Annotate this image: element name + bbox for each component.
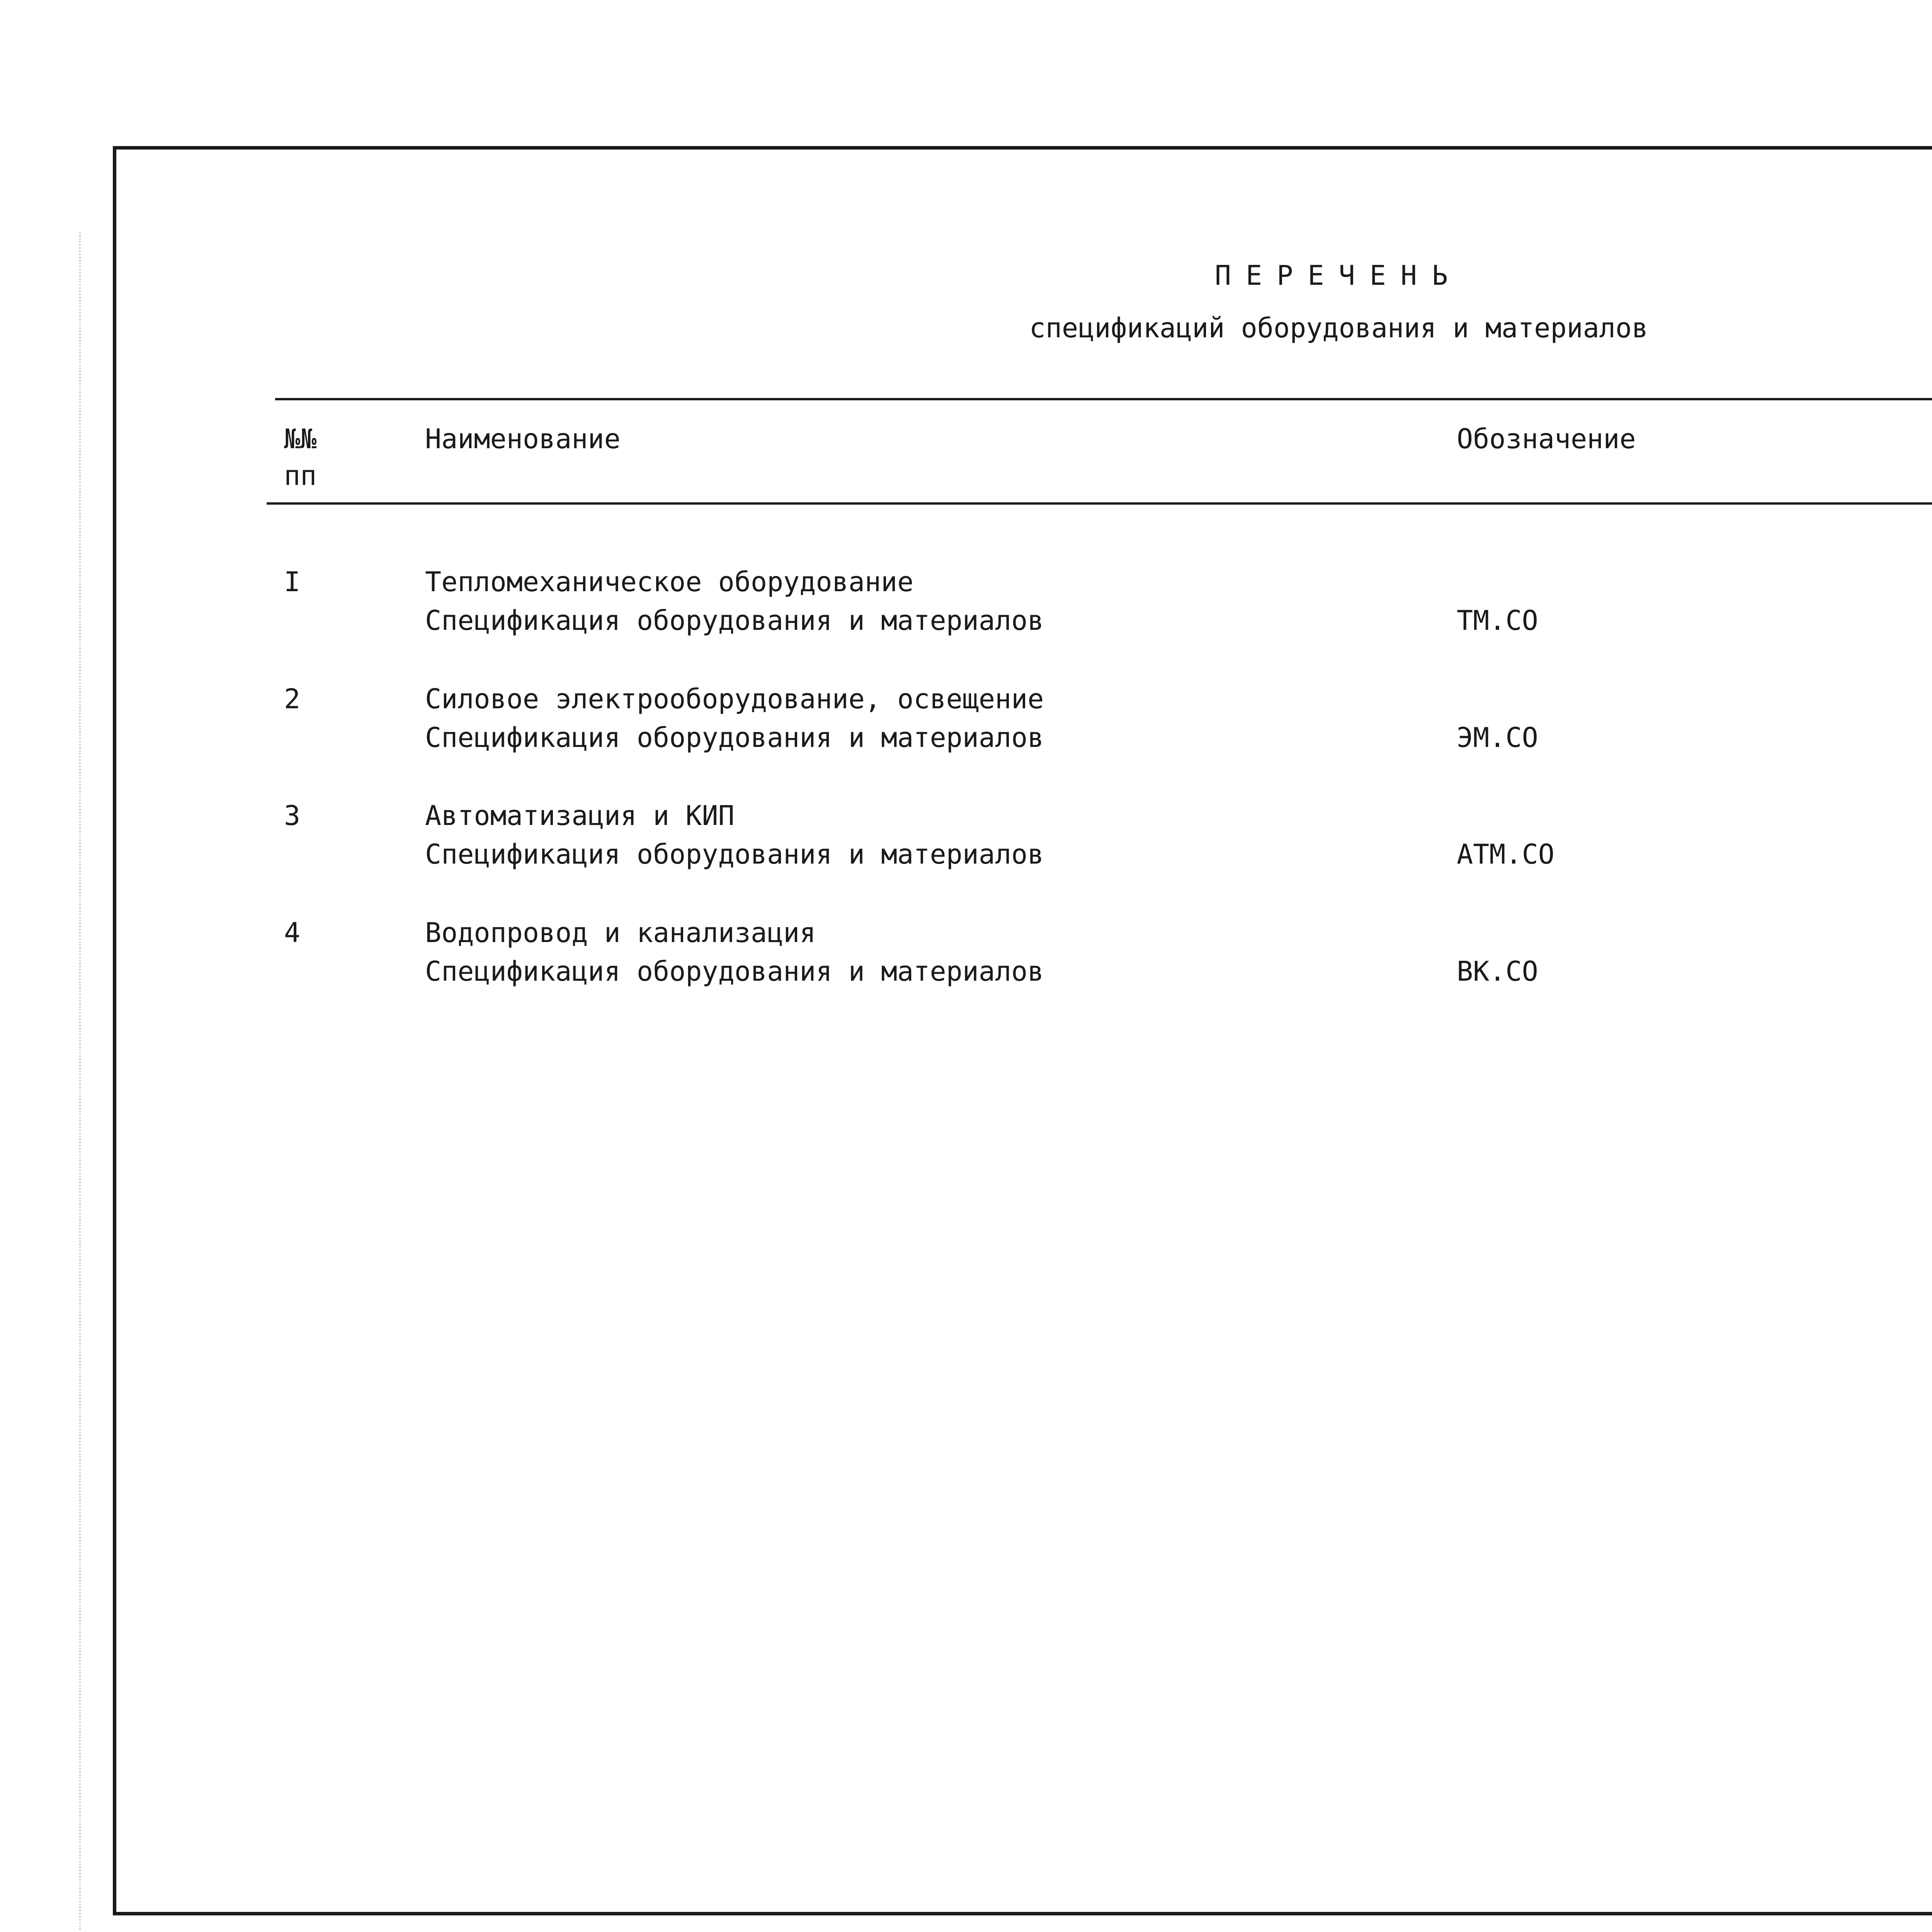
header-num-line1: №№ [284, 423, 317, 455]
table-top-rule [275, 398, 1932, 400]
row-number: I [284, 566, 301, 598]
row-section-name: Тепломеханическое оборудование [425, 566, 914, 598]
row-designation: ВК.СО [1457, 956, 1538, 987]
row-designation: ЭМ.СО [1457, 722, 1538, 753]
document-title: ПЕРЕЧЕНЬ [1214, 260, 1463, 291]
row-spec-name: Спецификация оборудования и материалов [425, 838, 1044, 870]
header-designation: Обозначение [1457, 423, 1636, 455]
row-designation: АТМ.СО [1457, 838, 1554, 870]
row-designation: ТМ.СО [1457, 605, 1538, 636]
row-spec-name: Спецификация оборудования и материалов [425, 722, 1044, 753]
row-section-name: Водопровод и канализация [425, 917, 816, 949]
table-header-rule [267, 502, 1932, 505]
document-frame [113, 146, 1932, 1915]
header-num-line2: пп [284, 460, 317, 492]
row-spec-name: Спецификация оборудования и материалов [425, 956, 1044, 987]
document-subtitle: спецификаций оборудования и материалов [1029, 312, 1648, 344]
row-section-name: Силовое электрооборудование, освещение [425, 683, 1044, 715]
row-spec-name: Спецификация оборудования и материалов [425, 605, 1044, 636]
row-number: 3 [284, 800, 301, 832]
row-number: 4 [284, 917, 301, 949]
binding-margin-marks [79, 232, 82, 1932]
row-number: 2 [284, 683, 301, 715]
header-name: Наименование [425, 423, 621, 455]
row-section-name: Автоматизация и КИП [425, 800, 735, 832]
